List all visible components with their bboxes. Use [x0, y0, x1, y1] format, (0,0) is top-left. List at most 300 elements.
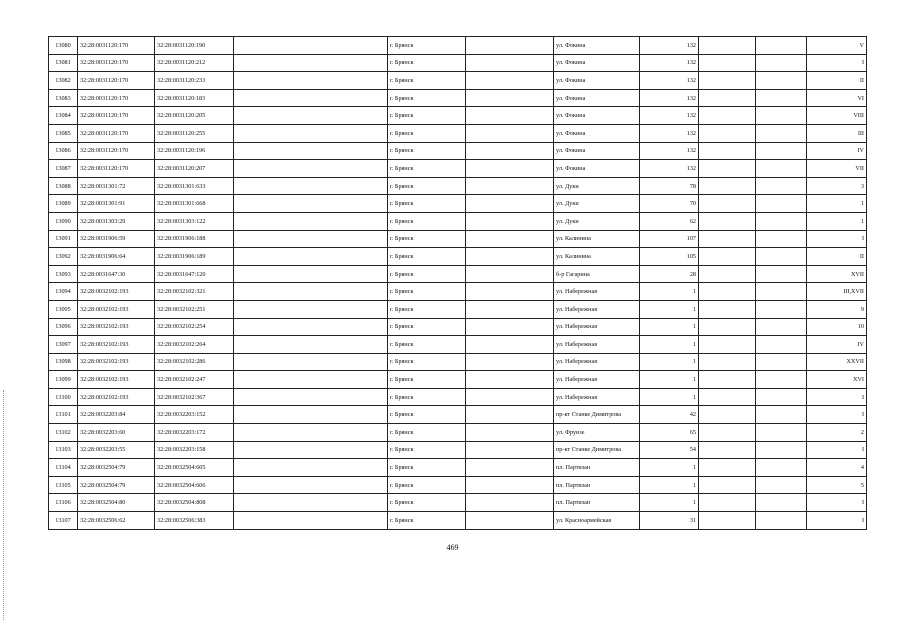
house-number-cell: 132: [640, 72, 699, 90]
blank-column-4-cell: [756, 371, 807, 389]
house-number-cell: 105: [640, 248, 699, 266]
blank-column-3-cell: [699, 406, 756, 424]
table-row: [49, 177, 867, 195]
object-cadastral-number-cell: 32:28:0032102:367: [155, 388, 234, 406]
object-cadastral-number-cell: 32:28:0032506:383: [155, 512, 234, 530]
blank-column-cell: [234, 177, 388, 195]
city-cell: г. Брянск: [388, 353, 466, 371]
city-cell: г. Брянск: [388, 212, 466, 230]
blank-column-3-cell: [699, 283, 756, 301]
city-cell: г. Брянск: [388, 177, 466, 195]
blank-column-4-cell: [756, 353, 807, 371]
blank-column-2-cell: [466, 230, 554, 248]
premises-number-cell: 1: [807, 212, 867, 230]
object-cadastral-number-cell: 32:28:0032203:172: [155, 424, 234, 442]
blank-column-cell: [234, 336, 388, 354]
row-number-cell: 13104: [49, 459, 78, 477]
row-number-cell: 13084: [49, 107, 78, 125]
object-cadastral-number-cell: 32:28:0032504:605: [155, 459, 234, 477]
row-number-cell: 13098: [49, 353, 78, 371]
street-cell: ул. Набережная: [554, 336, 640, 354]
object-cadastral-number-cell: 32:28:0032102:251: [155, 300, 234, 318]
street-cell: ул. Фокина: [554, 160, 640, 178]
city-cell: г. Брянск: [388, 89, 466, 107]
blank-column-4-cell: [756, 336, 807, 354]
row-number-cell: 13082: [49, 72, 78, 90]
row-number-cell: 13089: [49, 195, 78, 213]
object-cadastral-number-cell: 32:28:0032102:286: [155, 353, 234, 371]
blank-column-4-cell: [756, 283, 807, 301]
city-cell: г. Брянск: [388, 283, 466, 301]
blank-column-2-cell: [466, 353, 554, 371]
street-cell: ул. Фокина: [554, 124, 640, 142]
blank-column-cell: [234, 72, 388, 90]
blank-column-cell: [234, 142, 388, 160]
table-row: [49, 142, 867, 160]
table-row: [49, 89, 867, 107]
premises-number-cell: 1: [807, 195, 867, 213]
house-number-cell: 28: [640, 265, 699, 283]
premises-number-cell: IV: [807, 336, 867, 354]
land-parcel-cadastral-number-cell: 32:28:0031120:170: [78, 72, 155, 90]
premises-number-cell: V: [807, 37, 867, 55]
house-number-cell: 1: [640, 353, 699, 371]
blank-column-2-cell: [466, 177, 554, 195]
premises-number-cell: 2: [807, 424, 867, 442]
table-row: [49, 388, 867, 406]
table-row: [49, 441, 867, 459]
table-row: [49, 300, 867, 318]
land-parcel-cadastral-number-cell: 32:28:0032203:55: [78, 441, 155, 459]
blank-column-cell: [234, 371, 388, 389]
row-number-cell: 13105: [49, 476, 78, 494]
row-number-cell: 13080: [49, 37, 78, 55]
street-cell: ул. Набережная: [554, 283, 640, 301]
street-cell: пр-кт Станке Димитрова: [554, 406, 640, 424]
street-cell: пл. Партизан: [554, 459, 640, 477]
land-parcel-cadastral-number-cell: 32:28:0032504:80: [78, 494, 155, 512]
blank-column-4-cell: [756, 195, 807, 213]
table-row: [49, 265, 867, 283]
blank-column-4-cell: [756, 54, 807, 72]
blank-column-cell: [234, 195, 388, 213]
premises-number-cell: XVI: [807, 371, 867, 389]
blank-column-2-cell: [466, 494, 554, 512]
blank-column-cell: [234, 424, 388, 442]
premises-number-cell: I: [807, 441, 867, 459]
table-row: [49, 512, 867, 530]
object-cadastral-number-cell: 32:28:0031120:196: [155, 142, 234, 160]
table-row: [49, 54, 867, 72]
city-cell: г. Брянск: [388, 424, 466, 442]
city-cell: г. Брянск: [388, 37, 466, 55]
land-parcel-cadastral-number-cell: 32:28:0032102:193: [78, 300, 155, 318]
house-number-cell: 132: [640, 37, 699, 55]
register-table: [48, 36, 867, 530]
blank-column-2-cell: [466, 318, 554, 336]
row-number-cell: 13094: [49, 283, 78, 301]
blank-column-3-cell: [699, 459, 756, 477]
street-cell: ул. Дуки: [554, 212, 640, 230]
house-number-cell: 1: [640, 336, 699, 354]
street-cell: ул. Дуки: [554, 177, 640, 195]
land-parcel-cadastral-number-cell: 32:28:0032506:62: [78, 512, 155, 530]
blank-column-3-cell: [699, 494, 756, 512]
object-cadastral-number-cell: 32:28:0032102:254: [155, 318, 234, 336]
object-cadastral-number-cell: 32:28:0032102:321: [155, 283, 234, 301]
row-number-cell: 13091: [49, 230, 78, 248]
blank-column-2-cell: [466, 37, 554, 55]
premises-number-cell: II: [807, 72, 867, 90]
land-parcel-cadastral-number-cell: 32:28:0031120:170: [78, 160, 155, 178]
land-parcel-cadastral-number-cell: 32:28:0032102:193: [78, 318, 155, 336]
city-cell: г. Брянск: [388, 371, 466, 389]
object-cadastral-number-cell: 32:28:0032203:152: [155, 406, 234, 424]
blank-column-cell: [234, 388, 388, 406]
blank-column-4-cell: [756, 107, 807, 125]
house-number-cell: 107: [640, 230, 699, 248]
blank-column-cell: [234, 300, 388, 318]
blank-column-4-cell: [756, 142, 807, 160]
premises-number-cell: 4: [807, 459, 867, 477]
premises-number-cell: XXVII: [807, 353, 867, 371]
city-cell: г. Брянск: [388, 124, 466, 142]
city-cell: г. Брянск: [388, 318, 466, 336]
blank-column-3-cell: [699, 124, 756, 142]
row-number-cell: 13107: [49, 512, 78, 530]
object-cadastral-number-cell: 32:28:0031120:212: [155, 54, 234, 72]
blank-column-4-cell: [756, 424, 807, 442]
object-cadastral-number-cell: 32:28:0031120:190: [155, 37, 234, 55]
street-cell: ул. Калинина: [554, 248, 640, 266]
blank-column-2-cell: [466, 89, 554, 107]
row-number-cell: 13093: [49, 265, 78, 283]
blank-column-cell: [234, 212, 388, 230]
blank-column-3-cell: [699, 212, 756, 230]
table-row: [49, 107, 867, 125]
land-parcel-cadastral-number-cell: 32:28:0032203:84: [78, 406, 155, 424]
blank-column-3-cell: [699, 388, 756, 406]
blank-column-2-cell: [466, 72, 554, 90]
table-row: [49, 406, 867, 424]
house-number-cell: 78: [640, 177, 699, 195]
city-cell: г. Брянск: [388, 195, 466, 213]
street-cell: ул. Калинина: [554, 230, 640, 248]
row-number-cell: 13085: [49, 124, 78, 142]
city-cell: г. Брянск: [388, 388, 466, 406]
blank-column-4-cell: [756, 177, 807, 195]
blank-column-cell: [234, 512, 388, 530]
blank-column-4-cell: [756, 512, 807, 530]
blank-column-4-cell: [756, 265, 807, 283]
land-parcel-cadastral-number-cell: 32:28:0032102:193: [78, 388, 155, 406]
house-number-cell: 132: [640, 160, 699, 178]
blank-column-3-cell: [699, 371, 756, 389]
street-cell: пл. Партизан: [554, 476, 640, 494]
city-cell: г. Брянск: [388, 459, 466, 477]
blank-column-cell: [234, 406, 388, 424]
blank-column-2-cell: [466, 406, 554, 424]
land-parcel-cadastral-number-cell: 32:28:0031120:170: [78, 124, 155, 142]
blank-column-2-cell: [466, 371, 554, 389]
street-cell: ул. Фокина: [554, 107, 640, 125]
row-number-cell: 13083: [49, 89, 78, 107]
blank-column-2-cell: [466, 248, 554, 266]
blank-column-cell: [234, 107, 388, 125]
table-row: [49, 424, 867, 442]
city-cell: г. Брянск: [388, 72, 466, 90]
house-number-cell: 1: [640, 476, 699, 494]
blank-column-3-cell: [699, 336, 756, 354]
blank-column-3-cell: [699, 89, 756, 107]
land-parcel-cadastral-number-cell: 32:28:0031906:59: [78, 230, 155, 248]
street-cell: ул. Фокина: [554, 54, 640, 72]
blank-column-3-cell: [699, 318, 756, 336]
premises-number-cell: XVII: [807, 265, 867, 283]
blank-column-2-cell: [466, 54, 554, 72]
land-parcel-cadastral-number-cell: 32:28:0032102:193: [78, 371, 155, 389]
object-cadastral-number-cell: 32:28:0031120:207: [155, 160, 234, 178]
premises-number-cell: 3: [807, 177, 867, 195]
page-number: 469: [446, 543, 459, 552]
table-row: [49, 37, 867, 55]
table-row: [49, 476, 867, 494]
house-number-cell: 31: [640, 512, 699, 530]
blank-column-cell: [234, 124, 388, 142]
land-parcel-cadastral-number-cell: 32:28:0031301:72: [78, 177, 155, 195]
premises-number-cell: II: [807, 248, 867, 266]
premises-number-cell: I: [807, 406, 867, 424]
city-cell: г. Брянск: [388, 406, 466, 424]
row-number-cell: 13087: [49, 160, 78, 178]
premises-number-cell: I: [807, 230, 867, 248]
street-cell: ул. Фокина: [554, 72, 640, 90]
premises-number-cell: III,XVII: [807, 283, 867, 301]
city-cell: г. Брянск: [388, 476, 466, 494]
blank-column-4-cell: [756, 248, 807, 266]
table-row: [49, 283, 867, 301]
city-cell: г. Брянск: [388, 494, 466, 512]
street-cell: ул. Красноармейская: [554, 512, 640, 530]
blank-column-4-cell: [756, 89, 807, 107]
blank-column-cell: [234, 37, 388, 55]
object-cadastral-number-cell: 32:28:0031647:120: [155, 265, 234, 283]
blank-column-2-cell: [466, 459, 554, 477]
house-number-cell: 1: [640, 388, 699, 406]
blank-column-cell: [234, 318, 388, 336]
city-cell: г. Брянск: [388, 265, 466, 283]
blank-column-cell: [234, 283, 388, 301]
blank-column-2-cell: [466, 441, 554, 459]
land-parcel-cadastral-number-cell: 32:28:0032504:79: [78, 459, 155, 477]
house-number-cell: 132: [640, 142, 699, 160]
house-number-cell: 70: [640, 195, 699, 213]
blank-column-2-cell: [466, 265, 554, 283]
blank-column-cell: [234, 89, 388, 107]
street-cell: ул. Фокина: [554, 37, 640, 55]
blank-column-3-cell: [699, 72, 756, 90]
premises-number-cell: I: [807, 54, 867, 72]
blank-column-4-cell: [756, 406, 807, 424]
object-cadastral-number-cell: 32:28:0032102:264: [155, 336, 234, 354]
blank-column-2-cell: [466, 124, 554, 142]
house-number-cell: 1: [640, 371, 699, 389]
blank-column-cell: [234, 353, 388, 371]
land-parcel-cadastral-number-cell: 32:28:0031301:91: [78, 195, 155, 213]
house-number-cell: 1: [640, 283, 699, 301]
row-number-cell: 13096: [49, 318, 78, 336]
city-cell: г. Брянск: [388, 230, 466, 248]
register-body: [49, 37, 867, 530]
house-number-cell: 132: [640, 107, 699, 125]
object-cadastral-number-cell: 32:28:0031301:633: [155, 177, 234, 195]
house-number-cell: 54: [640, 441, 699, 459]
land-parcel-cadastral-number-cell: 32:28:0031120:170: [78, 142, 155, 160]
blank-column-2-cell: [466, 512, 554, 530]
blank-column-cell: [234, 459, 388, 477]
land-parcel-cadastral-number-cell: 32:28:0031120:170: [78, 89, 155, 107]
land-parcel-cadastral-number-cell: 32:28:0031906:64: [78, 248, 155, 266]
premises-number-cell: IV: [807, 142, 867, 160]
table-row: [49, 353, 867, 371]
blank-column-3-cell: [699, 107, 756, 125]
blank-column-3-cell: [699, 265, 756, 283]
row-number-cell: 13099: [49, 371, 78, 389]
table-row: [49, 459, 867, 477]
blank-column-3-cell: [699, 300, 756, 318]
row-number-cell: 13092: [49, 248, 78, 266]
blank-column-3-cell: [699, 54, 756, 72]
premises-number-cell: 9: [807, 300, 867, 318]
table-row: [49, 371, 867, 389]
blank-column-3-cell: [699, 353, 756, 371]
premises-number-cell: III: [807, 124, 867, 142]
object-cadastral-number-cell: 32:28:0032203:158: [155, 441, 234, 459]
scan-edge-mark: [3, 390, 5, 620]
house-number-cell: 1: [640, 318, 699, 336]
blank-column-3-cell: [699, 142, 756, 160]
blank-column-cell: [234, 230, 388, 248]
row-number-cell: 13101: [49, 406, 78, 424]
blank-column-2-cell: [466, 300, 554, 318]
blank-column-cell: [234, 54, 388, 72]
street-cell: ул. Набережная: [554, 300, 640, 318]
street-cell: ул. Набережная: [554, 388, 640, 406]
object-cadastral-number-cell: 32:28:0032504:606: [155, 476, 234, 494]
house-number-cell: 42: [640, 406, 699, 424]
row-number-cell: 13086: [49, 142, 78, 160]
blank-column-4-cell: [756, 230, 807, 248]
blank-column-3-cell: [699, 160, 756, 178]
row-number-cell: 13106: [49, 494, 78, 512]
table-row: [49, 124, 867, 142]
object-cadastral-number-cell: 32:28:0032102:247: [155, 371, 234, 389]
blank-column-3-cell: [699, 441, 756, 459]
premises-number-cell: 5: [807, 476, 867, 494]
premises-number-cell: I: [807, 512, 867, 530]
house-number-cell: 1: [640, 494, 699, 512]
blank-column-4-cell: [756, 212, 807, 230]
city-cell: г. Брянск: [388, 160, 466, 178]
table-row: [49, 494, 867, 512]
object-cadastral-number-cell: 32:28:0031120:205: [155, 107, 234, 125]
blank-column-3-cell: [699, 248, 756, 266]
street-cell: б-р Гагарина: [554, 265, 640, 283]
table-row: [49, 248, 867, 266]
land-parcel-cadastral-number-cell: 32:28:0031303:29: [78, 212, 155, 230]
city-cell: г. Брянск: [388, 54, 466, 72]
blank-column-3-cell: [699, 195, 756, 213]
premises-number-cell: 10: [807, 318, 867, 336]
city-cell: г. Брянск: [388, 142, 466, 160]
object-cadastral-number-cell: 32:28:0031120:233: [155, 72, 234, 90]
city-cell: г. Брянск: [388, 512, 466, 530]
land-parcel-cadastral-number-cell: 32:28:0032102:193: [78, 353, 155, 371]
table-row: [49, 160, 867, 178]
object-cadastral-number-cell: 32:28:0031301:668: [155, 195, 234, 213]
blank-column-3-cell: [699, 424, 756, 442]
blank-column-4-cell: [756, 124, 807, 142]
land-parcel-cadastral-number-cell: 32:28:0031120:170: [78, 107, 155, 125]
blank-column-cell: [234, 476, 388, 494]
land-parcel-cadastral-number-cell: 32:28:0032203:60: [78, 424, 155, 442]
premises-number-cell: VIII: [807, 107, 867, 125]
street-cell: ул. Фрунзе: [554, 424, 640, 442]
house-number-cell: 1: [640, 300, 699, 318]
house-number-cell: 132: [640, 54, 699, 72]
table-row: [49, 230, 867, 248]
blank-column-4-cell: [756, 318, 807, 336]
object-cadastral-number-cell: 32:28:0031120:255: [155, 124, 234, 142]
blank-column-4-cell: [756, 388, 807, 406]
street-cell: пр-кт Станке Димитрова: [554, 441, 640, 459]
blank-column-2-cell: [466, 476, 554, 494]
blank-column-4-cell: [756, 37, 807, 55]
object-cadastral-number-cell: 32:28:0031303:122: [155, 212, 234, 230]
object-cadastral-number-cell: 32:28:0032504:808: [155, 494, 234, 512]
blank-column-2-cell: [466, 336, 554, 354]
blank-column-cell: [234, 494, 388, 512]
object-cadastral-number-cell: 32:28:0031906:188: [155, 230, 234, 248]
row-number-cell: 13102: [49, 424, 78, 442]
row-number-cell: 13090: [49, 212, 78, 230]
blank-column-2-cell: [466, 388, 554, 406]
street-cell: ул. Набережная: [554, 353, 640, 371]
object-cadastral-number-cell: 32:28:0031120:183: [155, 89, 234, 107]
land-parcel-cadastral-number-cell: 32:28:0031120:170: [78, 37, 155, 55]
city-cell: г. Брянск: [388, 300, 466, 318]
blank-column-2-cell: [466, 212, 554, 230]
house-number-cell: 65: [640, 424, 699, 442]
land-parcel-cadastral-number-cell: 32:28:0032102:193: [78, 336, 155, 354]
city-cell: г. Брянск: [388, 248, 466, 266]
street-cell: ул. Дуки: [554, 195, 640, 213]
blank-column-3-cell: [699, 177, 756, 195]
blank-column-3-cell: [699, 230, 756, 248]
street-cell: ул. Фокина: [554, 142, 640, 160]
object-cadastral-number-cell: 32:28:0031906:189: [155, 248, 234, 266]
row-number-cell: 13081: [49, 54, 78, 72]
blank-column-2-cell: [466, 195, 554, 213]
row-number-cell: 13088: [49, 177, 78, 195]
premises-number-cell: I: [807, 388, 867, 406]
house-number-cell: 1: [640, 459, 699, 477]
city-cell: г. Брянск: [388, 441, 466, 459]
house-number-cell: 132: [640, 89, 699, 107]
blank-column-2-cell: [466, 283, 554, 301]
table-row: [49, 336, 867, 354]
land-parcel-cadastral-number-cell: 32:28:0031120:170: [78, 54, 155, 72]
